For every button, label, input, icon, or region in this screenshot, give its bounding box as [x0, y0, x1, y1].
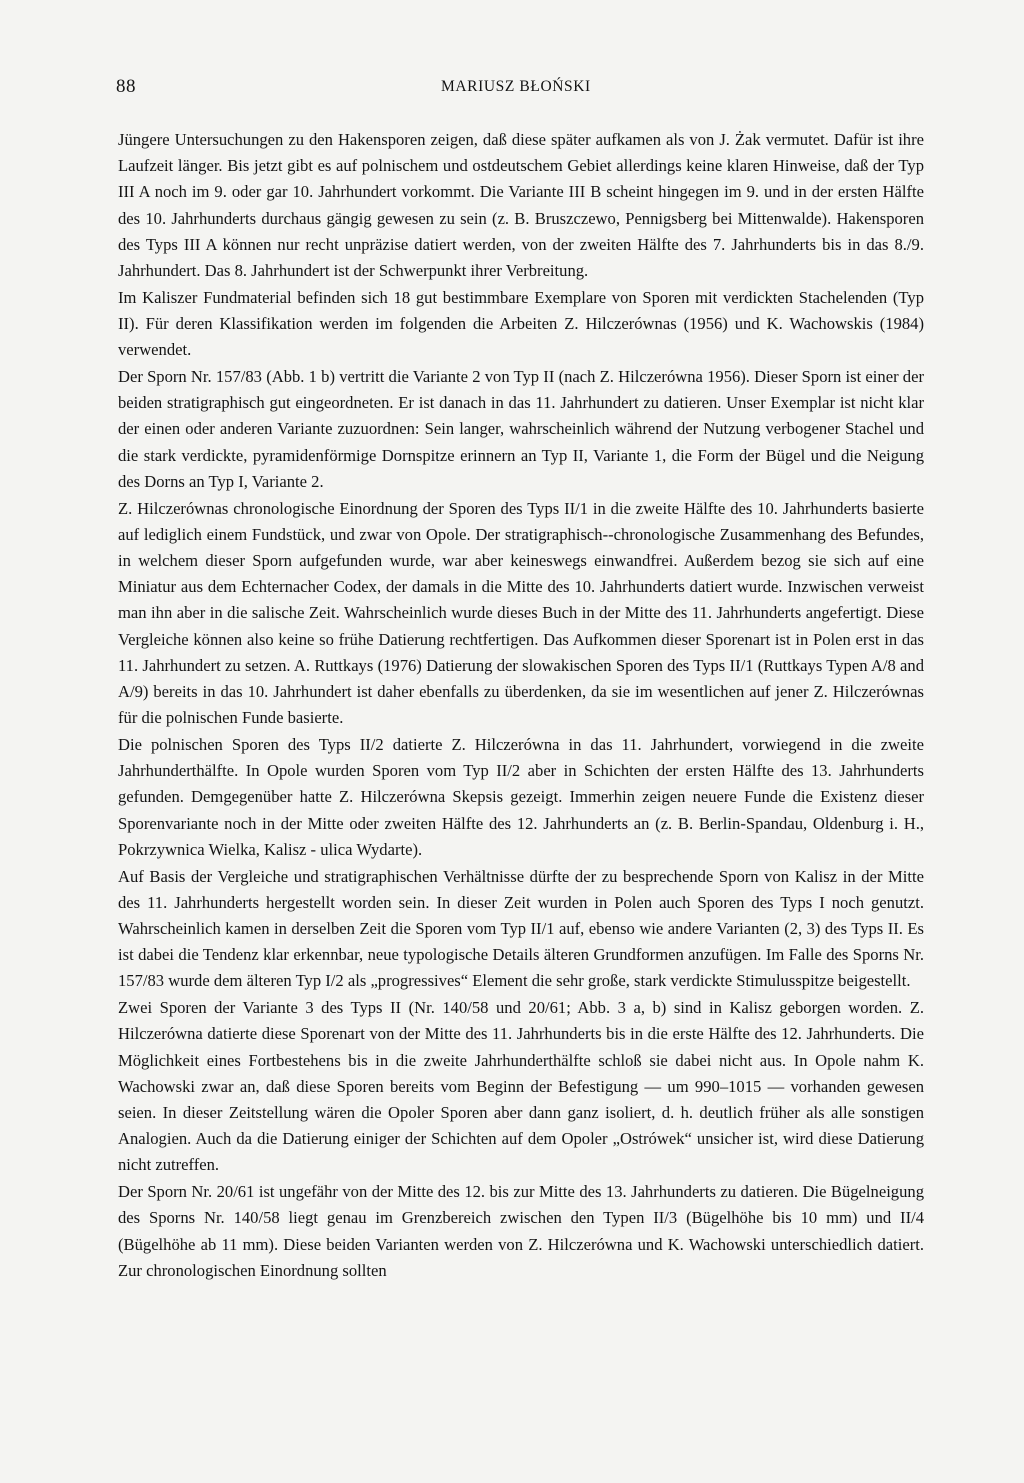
body-text [118, 127, 924, 1285]
paragraph: Zwei Sporen der Variante 3 des Typs II (Nr. 140/58 und 20/61; Abb. 3 a, b) sind in Kalisz geborgen worden. Z. Hilczerówna datierte diese Sporenart von der Mitte des 11. Jahrhunderts bis in die erste Hälfte des 12. Jahrhunderts. Die Möglichkeit eines Fortbestehens bis in die zweite Jahrhunderthälfte schloß sie dabei nicht aus. In Opole nahm K. Wachowski zwar an, daß diese Sporen bereits vom Beginn der Befestigung — um 990–1015 — vorhanden gewesen seien. In dieser Zeitstellung wären die Opoler Sporen aber dann ganz isoliert, d. h. deutlich früher als alle sonstigen Analogien. Auch da die Datierung einiger der Schichten auf dem Opoler „Ostrówek“ unsicher ist, wird diese Datierung nicht zutreffen. [118, 998, 924, 1175]
running-head: MARIUSZ BŁOŃSKI [441, 78, 591, 95]
paragraph: Z. Hilczerównas chronologische Einordnung der Sporen des Typs II/1 in die zweite Hälfte des 10. Jahrhunderts basierte auf lediglich einem Fundstück, und zwar von Opole. Der stratigraphisch--chronologische Zusammenhang des Befundes, in welchem dieser Sporn aufgefunden wurde, war aber keineswegs einwandfrei. Außerdem bezog sie sich auf eine Miniatur aus dem Echternacher Codex, der damals in die Mitte des 10. Jahrhunderts datiert wurde. Inzwischen verweist man ihn aber in die salische Zeit. Wahrscheinlich wurde dieses Buch in der Mitte des 11. Jahrhunderts angefertigt. Diese Vergleiche können also keine so frühe Datierung rechtfertigen. Das Aufkommen dieser Sporenart ist in Polen erst in das 11. Jahrhundert zu setzen. A. Ruttkays (1976) Datierung der slowakischen Sporen des Typs II/1 (Ruttkays Typen A/8 and A/9) bereits in das 10. Jahrhundert ist daher ebenfalls zu überdenken, da sie im wesentlichen auf jener Z. Hilczerównas für die polnischen Funde basierte. [118, 498, 924, 728]
paragraph: Der Sporn Nr. 157/83 (Abb. 1 b) vertritt die Variante 2 von Typ II (nach Z. Hilczerówna 1956). Dieser Sporn ist einer der beiden stratigraphisch gut eingeordneten. Er ist danach in das 11. Jahrhundert zu datieren. Unser Exemplar ist nicht klar der einen oder anderen Variante zuzuordnen: Sein langer, wahrscheinlich während der Nutzung verbogener Stachel und die stark verdickte, pyramidenförmige Dornspitze erinnern an Typ II, Variante 1, die Form der Bügel und die Neigung des Dorns an Typ I, Variante 2. [118, 367, 924, 491]
page-number: 88 [116, 76, 136, 97]
paragraph: Jüngere Untersuchungen zu den Hakensporen zeigen, daß diese später aufkamen als von J. Żak vermutet. Dafür ist ihre Laufzeit länger. Bis jetzt gibt es auf polnischem und ostdeutschem Gebiet allerdings keine klaren Hinweise, daß der Typ III A noch im 9. oder gar 10. Jahrhundert vorkommt. Die Variante III B scheint hingegen im 9. und in der ersten Hälfte des 10. Jahrhunderts durchaus gängig gewesen zu sein (z. B. Bruszczewo, Pennigsberg bei Mittenwalde). Hakensporen des Typs III A können nur recht unpräzise datiert werden, von der zweiten Hälfte des 7. Jahrhunderts bis in das 8./9. Jahrhundert. Das 8. Jahrhundert ist der Schwerpunkt ihrer Verbreitung. [118, 130, 924, 281]
paragraph: Die polnischen Sporen des Typs II/2 datierte Z. Hilczerówna in das 11. Jahrhundert, vorwiegend in die zweite Jahrhunderthälfte. In Opole wurden Sporen vom Typ II/2 aber in Schichten der ersten Hälfte des 13. Jahrhunderts gefunden. Demgegenüber hatte Z. Hilczerówna Skepsis gezeigt. Immerhin zeigen neuere Funde die Existenz dieser Sporenvariante noch in der Mitte oder zweiten Hälfte des 12. Jahrhunderts an (z. B. Berlin-Spandau, Oldenburg i. H., Pokrzywnica Wielka, Kalisz - ulica Wydarte). [118, 735, 924, 859]
paragraph: Auf Basis der Vergleiche und stratigraphischen Verhältnisse dürfte der zu besprechende Sporn von Kalisz in der Mitte des 11. Jahrhunderts hergestellt worden sein. In dieser Zeit wurden in Polen auch Sporen des Typs I noch genutzt. Wahrscheinlich kamen in derselben Zeit die Sporen vom Typ II/1 auf, ebenso wie andere Varianten (2, 3) des Typs II. Es ist dabei die Tendenz klar erkennbar, neue typologische Details älteren Grundformen anzufügen. Im Falle des Sporns Nr. 157/83 wurde dem älteren Typ I/2 als „progressives“ Element die sehr große, stark verdickte Stimulusspitze beigestellt. [118, 866, 924, 991]
paragraph: Der Sporn Nr. 20/61 ist ungefähr von der Mitte des 12. bis zur Mitte des 13. Jahrhunderts zu datieren. Die Bügelneigung des Sporns Nr. 140/58 liegt genau im Grenzbereich zwischen den Typen II/3 (Bügelhöhe bis 10 mm) und II/4 (Bügelhöhe ab 11 mm). Diese beiden Varianten werden von Z. Hilczerówna und K. Wachowski unterschiedlich datiert. Zur chronologischen Einordnung sollten [118, 1182, 924, 1280]
paragraph: Im Kaliszer Fundmaterial befinden sich 18 gut bestimmbare Exemplare von Sporen mit verdickten Stachelenden (Typ II). Für deren Klassifikation werden im folgenden die Arbeiten Z. Hilczerównas (1956) und K. Wachowskis (1984) verwendet. [118, 287, 924, 360]
